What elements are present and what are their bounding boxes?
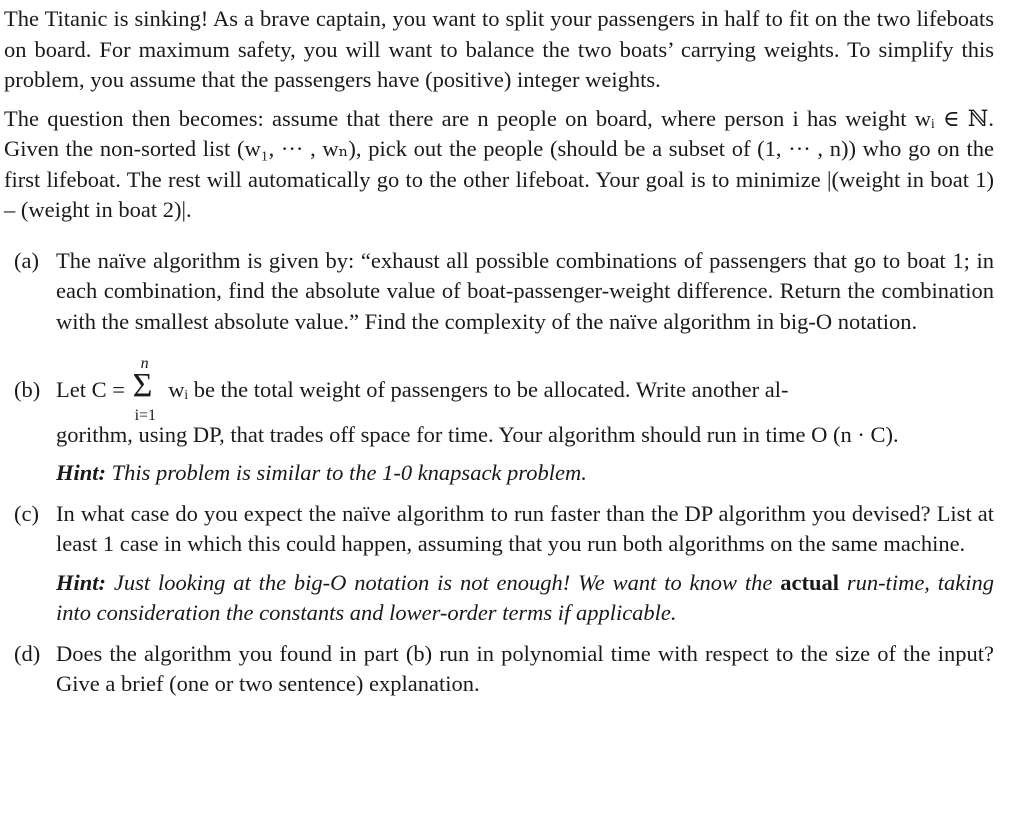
- part-c-label: (c): [14, 500, 39, 526]
- part-a: [4, 246, 994, 338]
- part-c-hint-bold: actual: [780, 569, 839, 595]
- part-d-label: (d): [14, 640, 41, 666]
- part-d: [4, 639, 994, 700]
- part-b-first-line: [56, 355, 994, 424]
- part-a-label: (a): [14, 247, 39, 273]
- part-b-hint-text: This problem is similar to the 1-0 knapsack problem.: [111, 460, 587, 485]
- part-a-text: The naïve algorithm is given by: “exhaust all possible combinations of passengers that go to boat 1; in each combination, find the absolute value of boat-passenger-weight difference. Return the combination with the smallest absolute value.” Find the complexity of the naïve algorithm in big-O notation.: [56, 247, 994, 334]
- part-b: [4, 355, 994, 489]
- part-b-text-before: Let C =: [56, 377, 125, 402]
- part-b-hint: [56, 458, 994, 489]
- parts-list: [4, 246, 994, 700]
- part-d-text: Does the algorithm you found in part (b) run in polynomial time with respect to the size of the input? Give a brief (one or two sentence) explanation.: [56, 640, 994, 696]
- sum-upper-limit: n: [140, 355, 149, 372]
- part-c-text: In what case do you expect the naïve algorithm to run faster than the DP algorithm you devised? List at least 1 case in which this could happen, assuming that you run both algorithms on the same machine.: [56, 500, 994, 556]
- part-c: [4, 499, 994, 629]
- part-b-text-continued: gorithm, using DP, that trades off space for time. Your algorithm should run in time O (n · C).: [56, 421, 899, 447]
- problem-page: [4, 4, 994, 710]
- summation: [132, 355, 161, 424]
- part-c-hint: [56, 568, 994, 629]
- part-b-label: (b): [14, 377, 41, 402]
- sigma-symbol: Σ: [132, 367, 153, 404]
- part-c-hint-label: Hint:: [56, 569, 107, 595]
- part-b-hint-label: Hint:: [56, 460, 107, 485]
- intro-paragraph-1: The Titanic is sinking! As a brave captain, you want to split your passengers in half to fit on the two lifeboats on board. For maximum safety, you will want to balance the two boats’ carrying weights. To simplify this problem, you assume that the passengers have (positive) integer weights.: [4, 6, 994, 92]
- part-c-hint-text: Just looking at the big-O notation is not enough! We want to know the: [113, 569, 773, 595]
- intro-paragraph-2: The question then becomes: assume that there are n people on board, where person i has weight wᵢ ∈ ℕ. Given the non-sorted list (w₁, ··· , wₙ), pick out the people (should be a subset of (1, ··· , n)) who go on the first lifeboat. The rest will automatically go to the other lifeboat. Your goal is to minimize |(weight in boat 1) – (weight in boat 2)|.: [4, 105, 994, 222]
- sum-lower-limit: i=1: [134, 407, 157, 424]
- part-b-text-after: wᵢ be the total weight of passengers to be allocated. Write another al-: [168, 377, 789, 402]
- part-c-hint-text-2: run-time, taking into consideration the constants and lower-order terms if applicable.: [56, 569, 995, 625]
